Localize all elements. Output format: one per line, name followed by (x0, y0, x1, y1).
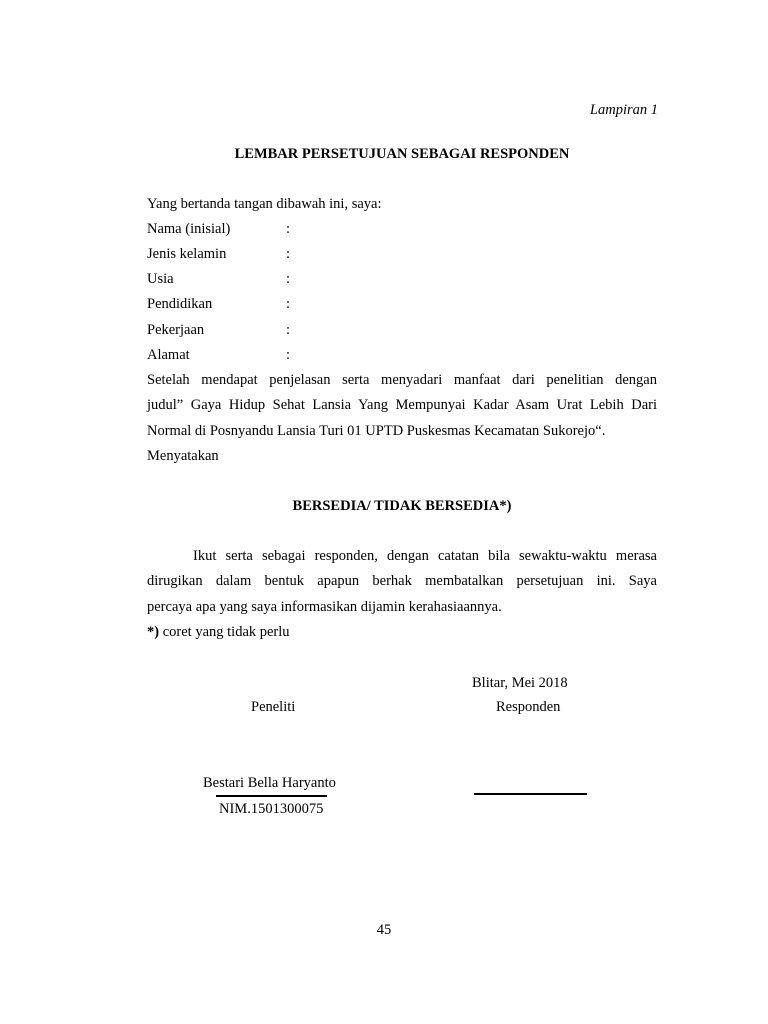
statement-paragraph (147, 368, 657, 469)
consent-line: percaya apa yang saya informasikan dijamin kerahasiaannya. (147, 598, 502, 615)
researcher-name: Bestari Bella Haryanto (203, 775, 336, 791)
respondent-role: Responden (496, 699, 561, 715)
researcher-role: Peneliti (251, 699, 296, 715)
field-row-pekerjaan (147, 322, 657, 347)
consent-line: Ikut serta sebagai responden, dengan catatan bila sewaktu-waktu merasa (193, 548, 657, 564)
field-label: Nama (inisial) (147, 221, 231, 237)
consent-choice: BERSEDIA/ TIDAK BERSEDIA*) (292, 498, 512, 514)
footnote (147, 624, 290, 641)
footnote-marker: *) (147, 624, 160, 640)
field-colon: : (286, 246, 291, 262)
statement-line: judul” Gaya Hidup Sehat Lansia Yang Mempunyai Kadar Asam Urat Lebih Dari (147, 397, 657, 414)
field-colon: : (286, 271, 291, 287)
statement-line: Setelah mendapat penjelasan serta menyadari manfaat dari penelitian dengan (147, 372, 657, 388)
respondent-signature-line (474, 793, 587, 795)
footnote-text: coret yang tidak perlu (159, 624, 290, 640)
consent-line: dirugikan dalam bentuk apapun berhak membatalkan persetujuan ini. Saya (147, 573, 657, 590)
field-row-jenis-kelamin (147, 246, 657, 271)
field-row-pendidikan (147, 296, 657, 321)
field-label: Jenis kelamin (147, 246, 227, 262)
researcher-name-underline (216, 795, 327, 797)
researcher-id: NIM.1501300075 (219, 801, 324, 817)
field-row-usia (147, 271, 657, 296)
page-number: 45 (376, 922, 392, 938)
intro-text: Yang bertanda tangan dibawah ini, saya: (147, 196, 382, 212)
field-label: Pekerjaan (147, 322, 205, 338)
statement-line: Menyatakan (147, 447, 219, 464)
field-colon: : (286, 296, 291, 312)
field-colon: : (286, 221, 291, 237)
field-label: Usia (147, 271, 174, 287)
appendix-label: Lampiran 1 (589, 102, 658, 118)
document-title: LEMBAR PERSETUJUAN SEBAGAI RESPONDEN (234, 146, 570, 162)
place-date: Blitar, Mei 2018 (472, 675, 568, 691)
field-colon: : (286, 322, 291, 338)
consent-paragraph (147, 544, 657, 620)
statement-line: Normal di Posnyandu Lansia Turi 01 UPTD Puskesmas Kecamatan Sukorejo“. (147, 422, 606, 439)
field-label: Pendidikan (147, 296, 213, 312)
field-label: Alamat (147, 347, 190, 363)
field-row-nama (147, 221, 657, 246)
field-colon: : (286, 347, 291, 363)
